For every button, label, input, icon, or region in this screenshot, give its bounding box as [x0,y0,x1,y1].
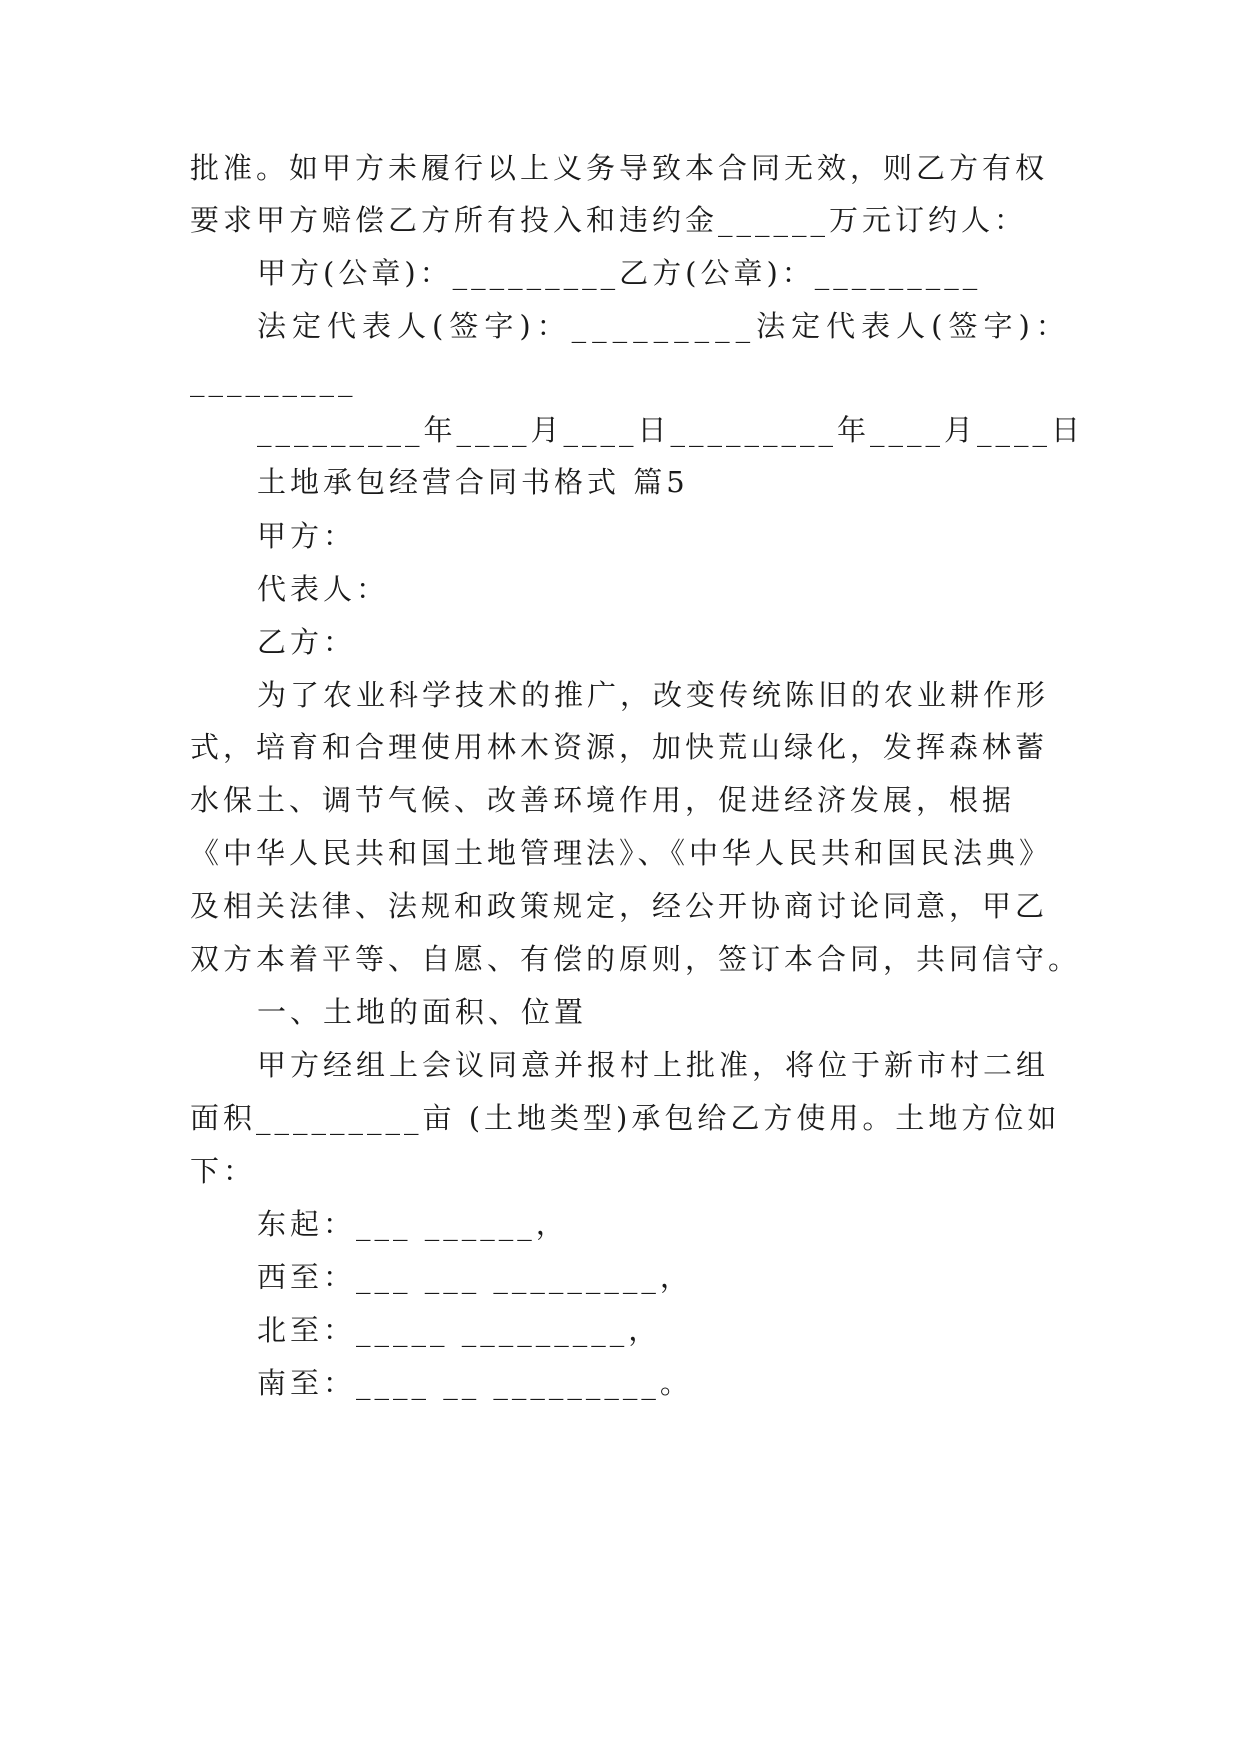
boundary-south: 南至：____ __ _________。 [257,1366,693,1400]
signature-party-seal-line: 甲方(公章)：_________乙方(公章)：_________ [257,256,982,290]
paragraph-line: 批准。如甲方未履行以上义务导致本合同无效，则乙方有权 [190,151,1049,185]
paragraph-line: 水保土、调节气候、改善环境作用，促进经济发展，根据 [190,783,1016,817]
section-heading: 土地承包经营合同书格式 篇5 [257,465,689,499]
paragraph-line: 《中华人民共和国土地管理法》、《中华人民共和国民法典》 [190,836,1053,870]
paragraph-line: 面积_________亩 (土地类型)承包给乙方使用。土地方位如 [190,1101,1061,1135]
party-a-label: 甲方： [257,519,357,553]
representative-label: 代表人： [257,572,390,606]
boundary-north: 北至：_____ _________， [257,1313,662,1347]
boundary-west: 西至：___ ___ _________， [257,1260,693,1294]
signature-representative-line: 法定代表人(签字)：_________法定代表人(签字)： [257,309,1071,343]
paragraph-line: 下： [190,1154,257,1188]
clause-heading: 一、土地的面积、位置 [257,995,588,1029]
paragraph-line: 要求甲方赔偿乙方所有投入和违约金______万元订约人： [190,203,1028,237]
signature-blank-line: _________ [190,363,357,397]
paragraph-line: 为了农业科学技术的推广，改变传统陈旧的农业耕作形 [257,678,1050,712]
party-b-label: 乙方： [257,625,357,659]
paragraph-line: 式，培育和合理使用林木资源，加快荒山绿化，发挥森林蓄 [190,730,1049,764]
paragraph-line: 双方本着平等、自愿、有偿的原则，签订本合同，共同信守。 [190,942,1082,976]
signature-date-line: _________年____月____日_________年____月____日 [257,413,1085,447]
paragraph-line: 甲方经组上会议同意并报村上批准，将位于新市村二组 [257,1048,1050,1082]
paragraph-line: 及相关法律、法规和政策规定，经公开协商讨论同意，甲乙 [190,889,1049,923]
boundary-east: 东起：___ ______， [257,1207,569,1241]
